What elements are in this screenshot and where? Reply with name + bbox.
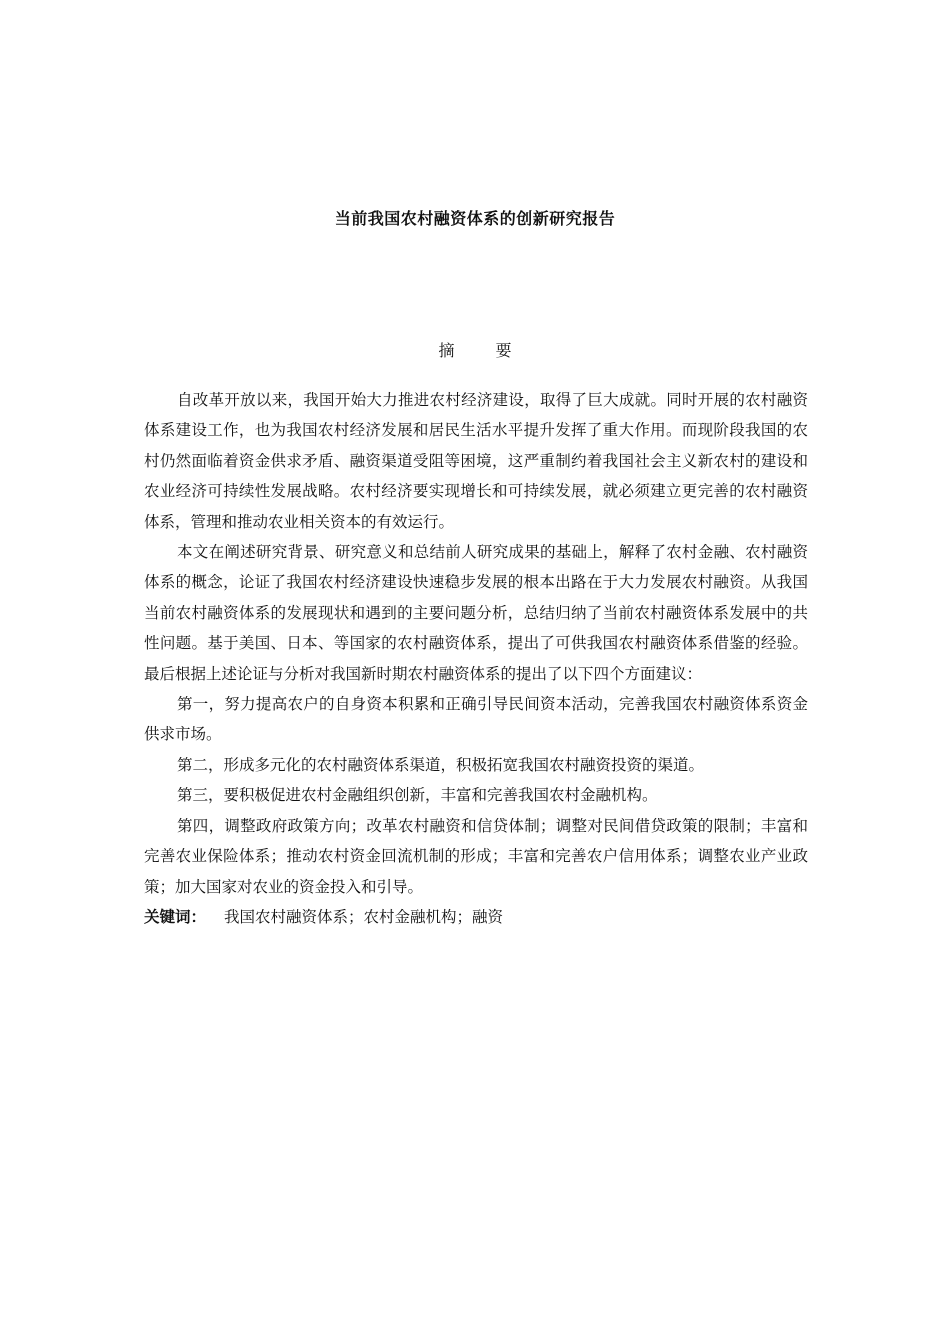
suggestion-4: 第四，调整政府政策方向；改革农村融资和信贷体制；调整对民间借贷政策的限制；丰富和完善农业保险体系；推动农村资金回流机制的形成；丰富和完善农户信用体系；调整农业产业政策；加大国家对农业的资金投入和引导。 — [144, 816, 808, 896]
document-title: 当前我国农村融资体系的创新研究报告 — [334, 209, 616, 228]
abstract-heading: 摘 要 — [438, 341, 530, 360]
abstract-paragraph-2: 本文在阐述研究背景、研究意义和总结前人研究成果的基础上，解释了农村金融、农村融资体系的概念，论证了我国农村经济建设快速稳步发展的根本出路在于大力发展农村融资。从我国当前农村融资体系的发展现状和遇到的主要问题分析，总结归纳了当前农村融资体系发展中的共性问题。基于美国、日本、等国家的农村融资体系，提出了可供我国农村融资体系借鉴的经验。最后根据上述论证与分析对我国新时期农村融资体系的提出了以下四个方面建议： — [144, 543, 808, 683]
suggestion-1: 第一，努力提高农户的自身资本积累和正确引导民间资本活动，完善我国农村融资体系资金供求市场。 — [144, 695, 808, 744]
suggestion-2: 第二，形成多元化的农村融资体系渠道，积极拓宽我国农村融资投资的渠道。 — [177, 755, 705, 774]
keywords-label: 关键词： — [144, 907, 207, 926]
abstract-paragraph-1: 自改革开放以来，我国开始大力推进农村经济建设，取得了巨大成就。同时开展的农村融资体系建设工作，也为我国农村经济发展和居民生活水平提升发挥了重大作用。而现阶段我国的农村仍然面临着资金供求矛盾、融资渠道受阻等困境，这严重制约着我国社会主义新农村的建设和农业经济可持续性发展战略。农村经济要实现增长和可持续发展，就必须建立更完善的农村融资体系，管理和推动农业相关资本的有效运行。 — [144, 391, 808, 531]
keywords-value: 我国农村融资体系；农村金融机构；融资 — [224, 907, 504, 926]
abstract-body — [144, 385, 808, 932]
keywords-line — [144, 902, 808, 932]
suggestion-3: 第三，要积极促进农村金融组织创新，丰富和完善我国农村金融机构。 — [177, 786, 658, 805]
